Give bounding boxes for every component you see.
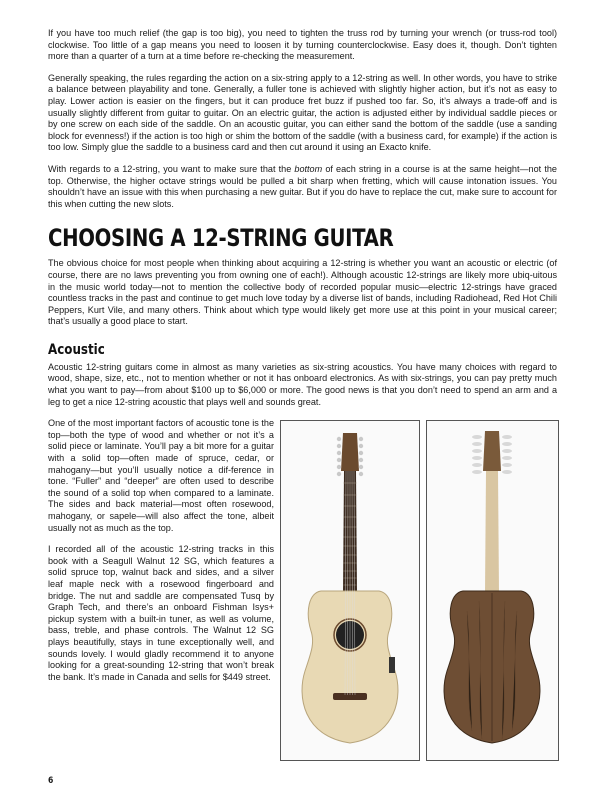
paragraph-seagull: I recorded all of the acoustic 12-string tracks in this book with a Seagull Walnut 12 SG, which features a solid spruce top, walnut back and sides, and a silver leaf maple neck with a rosewood fingerboard and bridge. The nut and saddle are compensated Tusq by Graph Tech, and there’s an onboard Fishman Isys+ pickup system with a built-in tuner, as well as volume, bass, treble, and phase controls. The Walnut 12 SG plays beautifully, stays in tune exceptionally well, and sounds lovely. I would gladly recommend it to anyone looking for a great-sounding 12-string that won’t break the bank. It’s made in Canada and sells for $449 street. bbox=[48, 544, 274, 682]
guitar-front-illustration bbox=[281, 421, 419, 760]
page-number: 6 bbox=[48, 776, 54, 786]
guitar-back-illustration bbox=[427, 421, 558, 760]
paragraph-tone-top: One of the most important factors of acoustic tone is the top—both the type of wood and whether or not it’s a solid piece or laminate. You’ll pay a bit more for a guitar with a solid top—often made of spruce, cedar, or mahogany—but you’ll usually notice a dif-ference in tone. “Fuller” and “deeper” are often used to describe the sound of a solid top when compared to a laminate. The sides and back material—most often rosewood, mahogany, or sapele—will also affect the tone, albeit usually not as much as the top. bbox=[48, 418, 274, 533]
guitar-back-photo bbox=[426, 420, 559, 761]
paragraph-acoustic-intro: Acoustic 12-string guitars come in almost as many varieties as six-string acoustics. You have many choices with regard to wood, shape, size, etc., not to mention whether or not it has onboard electronics. As with six-strings, you can pay pretty much what you want to pay—from about $100 up to $6,000 or more. The good news is that you don’t need to spend an arm and a leg to get a nice 12-string acoustic that plays well and sounds great. bbox=[48, 361, 557, 407]
left-text-column bbox=[48, 418, 274, 693]
paragraph-action: Generally speaking, the rules regarding the action on a six-string apply to a 12-string as well. In other words, you have to strike a balance between playability and tone. Generally, a fuller tone is achieved with slightly higher action, but it’s not as easy to play. Lower action is easier on the fingers, but it can produce fret buzz if pushed too far. So, it’s always a trade-off and is usually slightly different from guitar to guitar. On an electric guitar, the action is adjusted either by individual saddle pieces or by one screw on each side of the saddle. On an acoustic guitar, you can either sand the bottom of the saddle (use a sanding block for evenness!) if the action is too high or shim the bottom of the saddle (with a business card, for example) if the action is too low. Simply glue the saddle to a business card and then cut around it using an Exacto knife. bbox=[48, 72, 558, 153]
page-body bbox=[48, 28, 557, 778]
paragraph-choosing: The obvious choice for most people when thinking about acquiring a 12-string is whether you want an acoustic or electric (of course, there are no laws preventing you from owning one of each!). Although acoustic 12-strings are likely more ubiq-uitous in the music world today—not to mention the collective body of recorded popular music—electric 12-strings have graced countless tracks in the past and continue to get much love today by a diverse list of bands, including Radiohead, Red Hot Chili Peppers, Kurt Vile, and many others. Think about which type would likely get more use at this point in your musical career; that’s usually a good place to start. bbox=[48, 258, 557, 327]
subsection-heading-acoustic: Acoustic bbox=[48, 341, 105, 358]
paragraph-truss-rod: If you have too much relief (the gap is too big), you need to tighten the truss rod by turning your wrench (or truss-rod tool) clockwise. Too little of a gap means you need to loosen it by turning counterclockwise. Easy does it, though. Don’t tighten more than a quarter of a turn at a time before re-checking the measurement. bbox=[48, 28, 557, 62]
section-heading: CHOOSING A 12-STRING GUITAR bbox=[48, 224, 394, 253]
paragraph-string-height: With regards to a 12-string, you want to make sure that the bottom of each string in a course is at the same height—not the top. Otherwise, the higher octave strings would be pulled a bit sharp when fretting, which will cause intonation issues. You shouldn’t have an issue with this when purchasing a new guitar. But if you do have to replace the cut, make sure to account for this when cutting the new slots. bbox=[48, 163, 557, 209]
guitar-front-photo bbox=[280, 420, 420, 761]
emphasis-bottom: bottom bbox=[294, 163, 323, 174]
acoustic-two-column bbox=[48, 418, 557, 778]
